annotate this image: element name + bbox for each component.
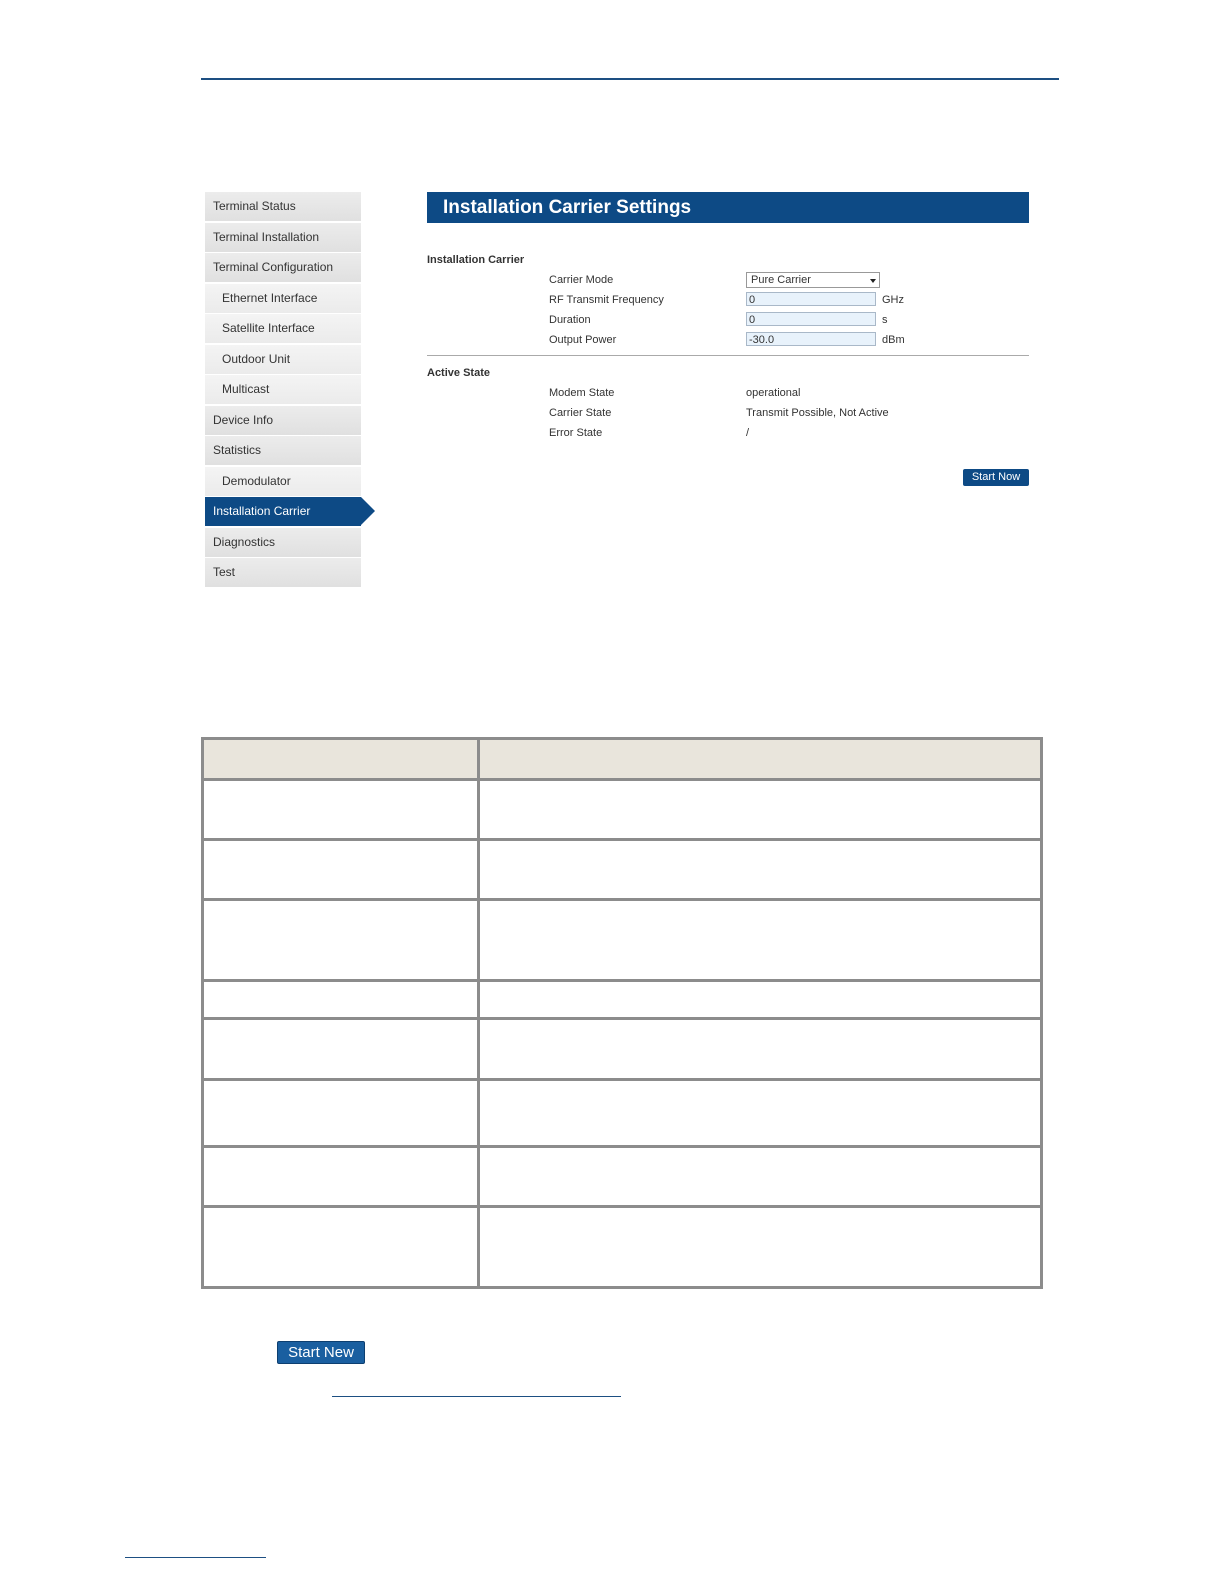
sidebar-item-statistics[interactable]: Statistics [205, 436, 361, 465]
table-row [204, 781, 1040, 841]
table-row [204, 1081, 1040, 1148]
output-power-unit: dBm [882, 334, 905, 346]
duration-unit: s [882, 314, 888, 326]
sidebar-item-terminal-installation[interactable]: Terminal Installation [205, 223, 361, 252]
table-column-divider [477, 740, 480, 1286]
rf-frequency-unit: GHz [882, 294, 904, 306]
sidebar-item-terminal-status[interactable]: Terminal Status [205, 192, 361, 221]
footer-link-underline[interactable] [125, 1557, 266, 1558]
carrier-mode-select[interactable] [746, 272, 880, 288]
chevron-down-icon [870, 279, 876, 283]
active-state-section-title: Active State [427, 367, 490, 379]
sidebar-nav [205, 192, 361, 589]
carrier-state-label: Carrier State [549, 407, 612, 419]
sidebar-item-satellite-interface[interactable]: Satellite Interface [205, 314, 361, 343]
hyperlink-underline[interactable] [332, 1396, 621, 1397]
start-now-button[interactable]: Start Now [963, 469, 1029, 486]
table-row [204, 901, 1040, 982]
sidebar-item-demodulator[interactable]: Demodulator [205, 467, 361, 496]
modem-state-label: Modem State [549, 387, 615, 399]
section-divider [427, 355, 1029, 356]
carrier-mode-value: Pure Carrier [751, 274, 811, 286]
table-header-row [204, 740, 1040, 781]
installation-carrier-panel [427, 192, 1029, 483]
rf-transmit-frequency-label: RF Transmit Frequency [549, 294, 664, 306]
error-state-label: Error State [549, 427, 603, 439]
rf-transmit-frequency-input[interactable]: 0 [746, 292, 876, 306]
start-new-button[interactable]: Start New [277, 1341, 365, 1364]
header-rule [201, 78, 1059, 80]
table-row [204, 1148, 1040, 1208]
parameter-table [201, 737, 1043, 1289]
table-row [204, 982, 1040, 1020]
sidebar-item-installation-carrier[interactable]: Installation Carrier [205, 497, 361, 526]
sidebar-item-device-info[interactable]: Device Info [205, 406, 361, 435]
panel-title: Installation Carrier Settings [427, 192, 1029, 223]
sidebar-item-ethernet-interface[interactable]: Ethernet Interface [205, 284, 361, 313]
carrier-state-value: Transmit Possible, Not Active [746, 407, 889, 419]
installation-carrier-section-title: Installation Carrier [427, 254, 525, 266]
error-state-value: / [746, 427, 750, 439]
table-row [204, 1020, 1040, 1081]
sidebar-item-terminal-configuration[interactable]: Terminal Configuration [205, 253, 361, 282]
duration-input[interactable]: 0 [746, 312, 876, 326]
sidebar-item-multicast[interactable]: Multicast [205, 375, 361, 404]
carrier-mode-label: Carrier Mode [549, 274, 614, 286]
output-power-label: Output Power [549, 334, 617, 346]
output-power-input[interactable]: -30.0 [746, 332, 876, 346]
duration-label: Duration [549, 314, 591, 326]
sidebar-item-test[interactable]: Test [205, 558, 361, 587]
table-row [204, 1208, 1040, 1286]
sidebar-item-outdoor-unit[interactable]: Outdoor Unit [205, 345, 361, 374]
table-row [204, 841, 1040, 901]
modem-state-value: operational [746, 387, 801, 399]
sidebar-item-diagnostics[interactable]: Diagnostics [205, 528, 361, 557]
